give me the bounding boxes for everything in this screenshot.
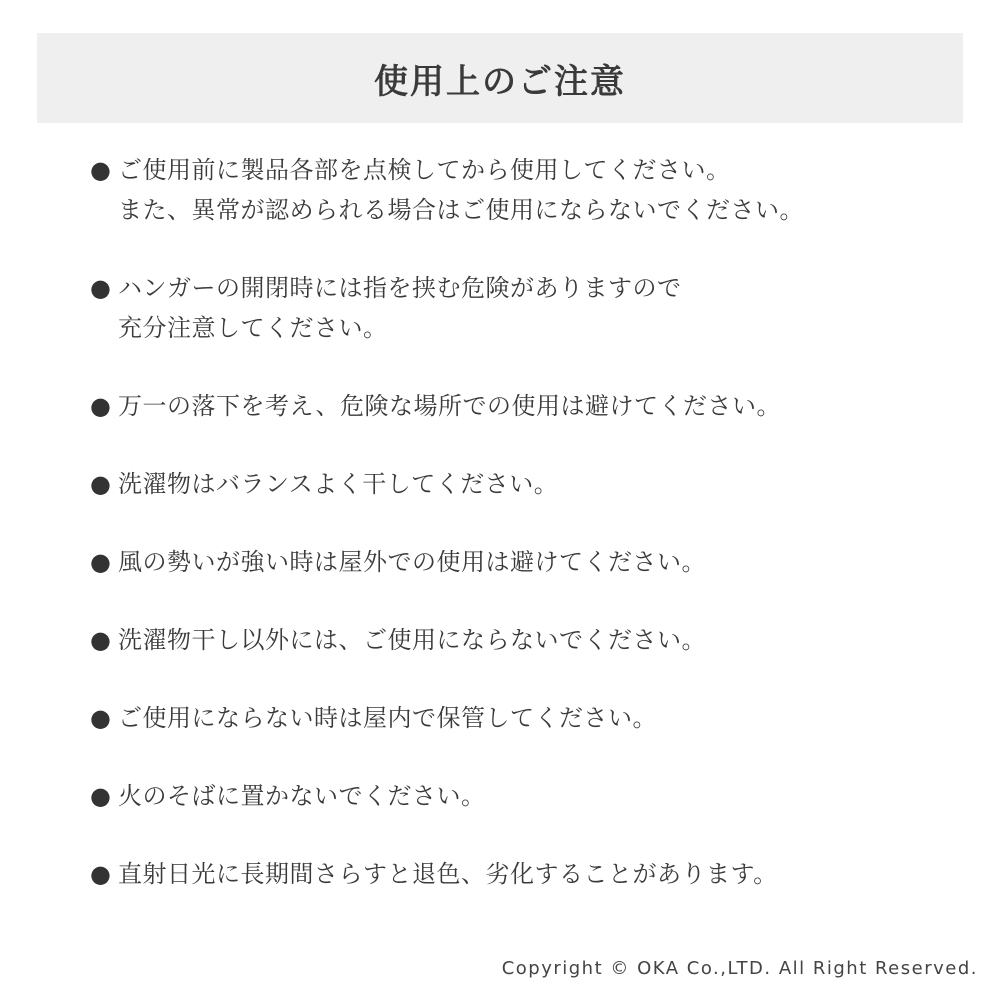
bullet-icon: ● xyxy=(90,392,112,420)
title-band xyxy=(37,33,963,123)
caution-item xyxy=(90,620,970,660)
bullet-icon: ● xyxy=(90,782,112,810)
page-title: 使用上のご注意 xyxy=(374,61,626,102)
bullet-icon: ● xyxy=(90,548,112,576)
caution-text: ご使用にならない時は屋内で保管してください。 xyxy=(118,704,657,732)
caution-text: 火のそばに置かないでください。 xyxy=(118,782,486,810)
caution-item xyxy=(90,268,970,348)
caution-text: 洗濯物干し以外には、ご使用にならないでください。 xyxy=(118,626,706,654)
caution-item xyxy=(90,150,970,230)
caution-item xyxy=(90,464,970,504)
caution-text: 万一の落下を考え、危険な場所での使用は避けてください。 xyxy=(118,392,781,420)
caution-item xyxy=(90,776,970,816)
caution-text: 直射日光に長期間さらすと退色、劣化することがあります。 xyxy=(118,860,778,888)
copyright-notice: Copyright © OKA Co.,LTD. All Right Reserved. xyxy=(501,958,978,979)
bullet-icon: ● xyxy=(90,704,112,732)
caution-text: ご使用前に製品各部を点検してから使用してください。 xyxy=(118,156,731,184)
caution-text: 風の勢いが強い時は屋外での使用は避けてください。 xyxy=(118,548,706,576)
bullet-icon: ● xyxy=(90,860,112,888)
caution-list xyxy=(90,150,970,894)
bullet-icon: ● xyxy=(90,626,112,654)
caution-item xyxy=(90,386,970,426)
caution-item xyxy=(90,854,970,894)
caution-text: 充分注意してください。 xyxy=(118,314,388,342)
caution-text: 洗濯物はバランスよく干してください。 xyxy=(118,470,559,498)
caution-text: また、異常が認められる場合はご使用にならないでください。 xyxy=(118,196,804,224)
caution-text: ハンガーの開閉時には指を挟む危険がありますので xyxy=(118,274,682,302)
caution-item xyxy=(90,542,970,582)
bullet-icon: ● xyxy=(90,470,112,498)
bullet-icon: ● xyxy=(90,156,112,184)
caution-item xyxy=(90,698,970,738)
bullet-icon: ● xyxy=(90,274,112,302)
